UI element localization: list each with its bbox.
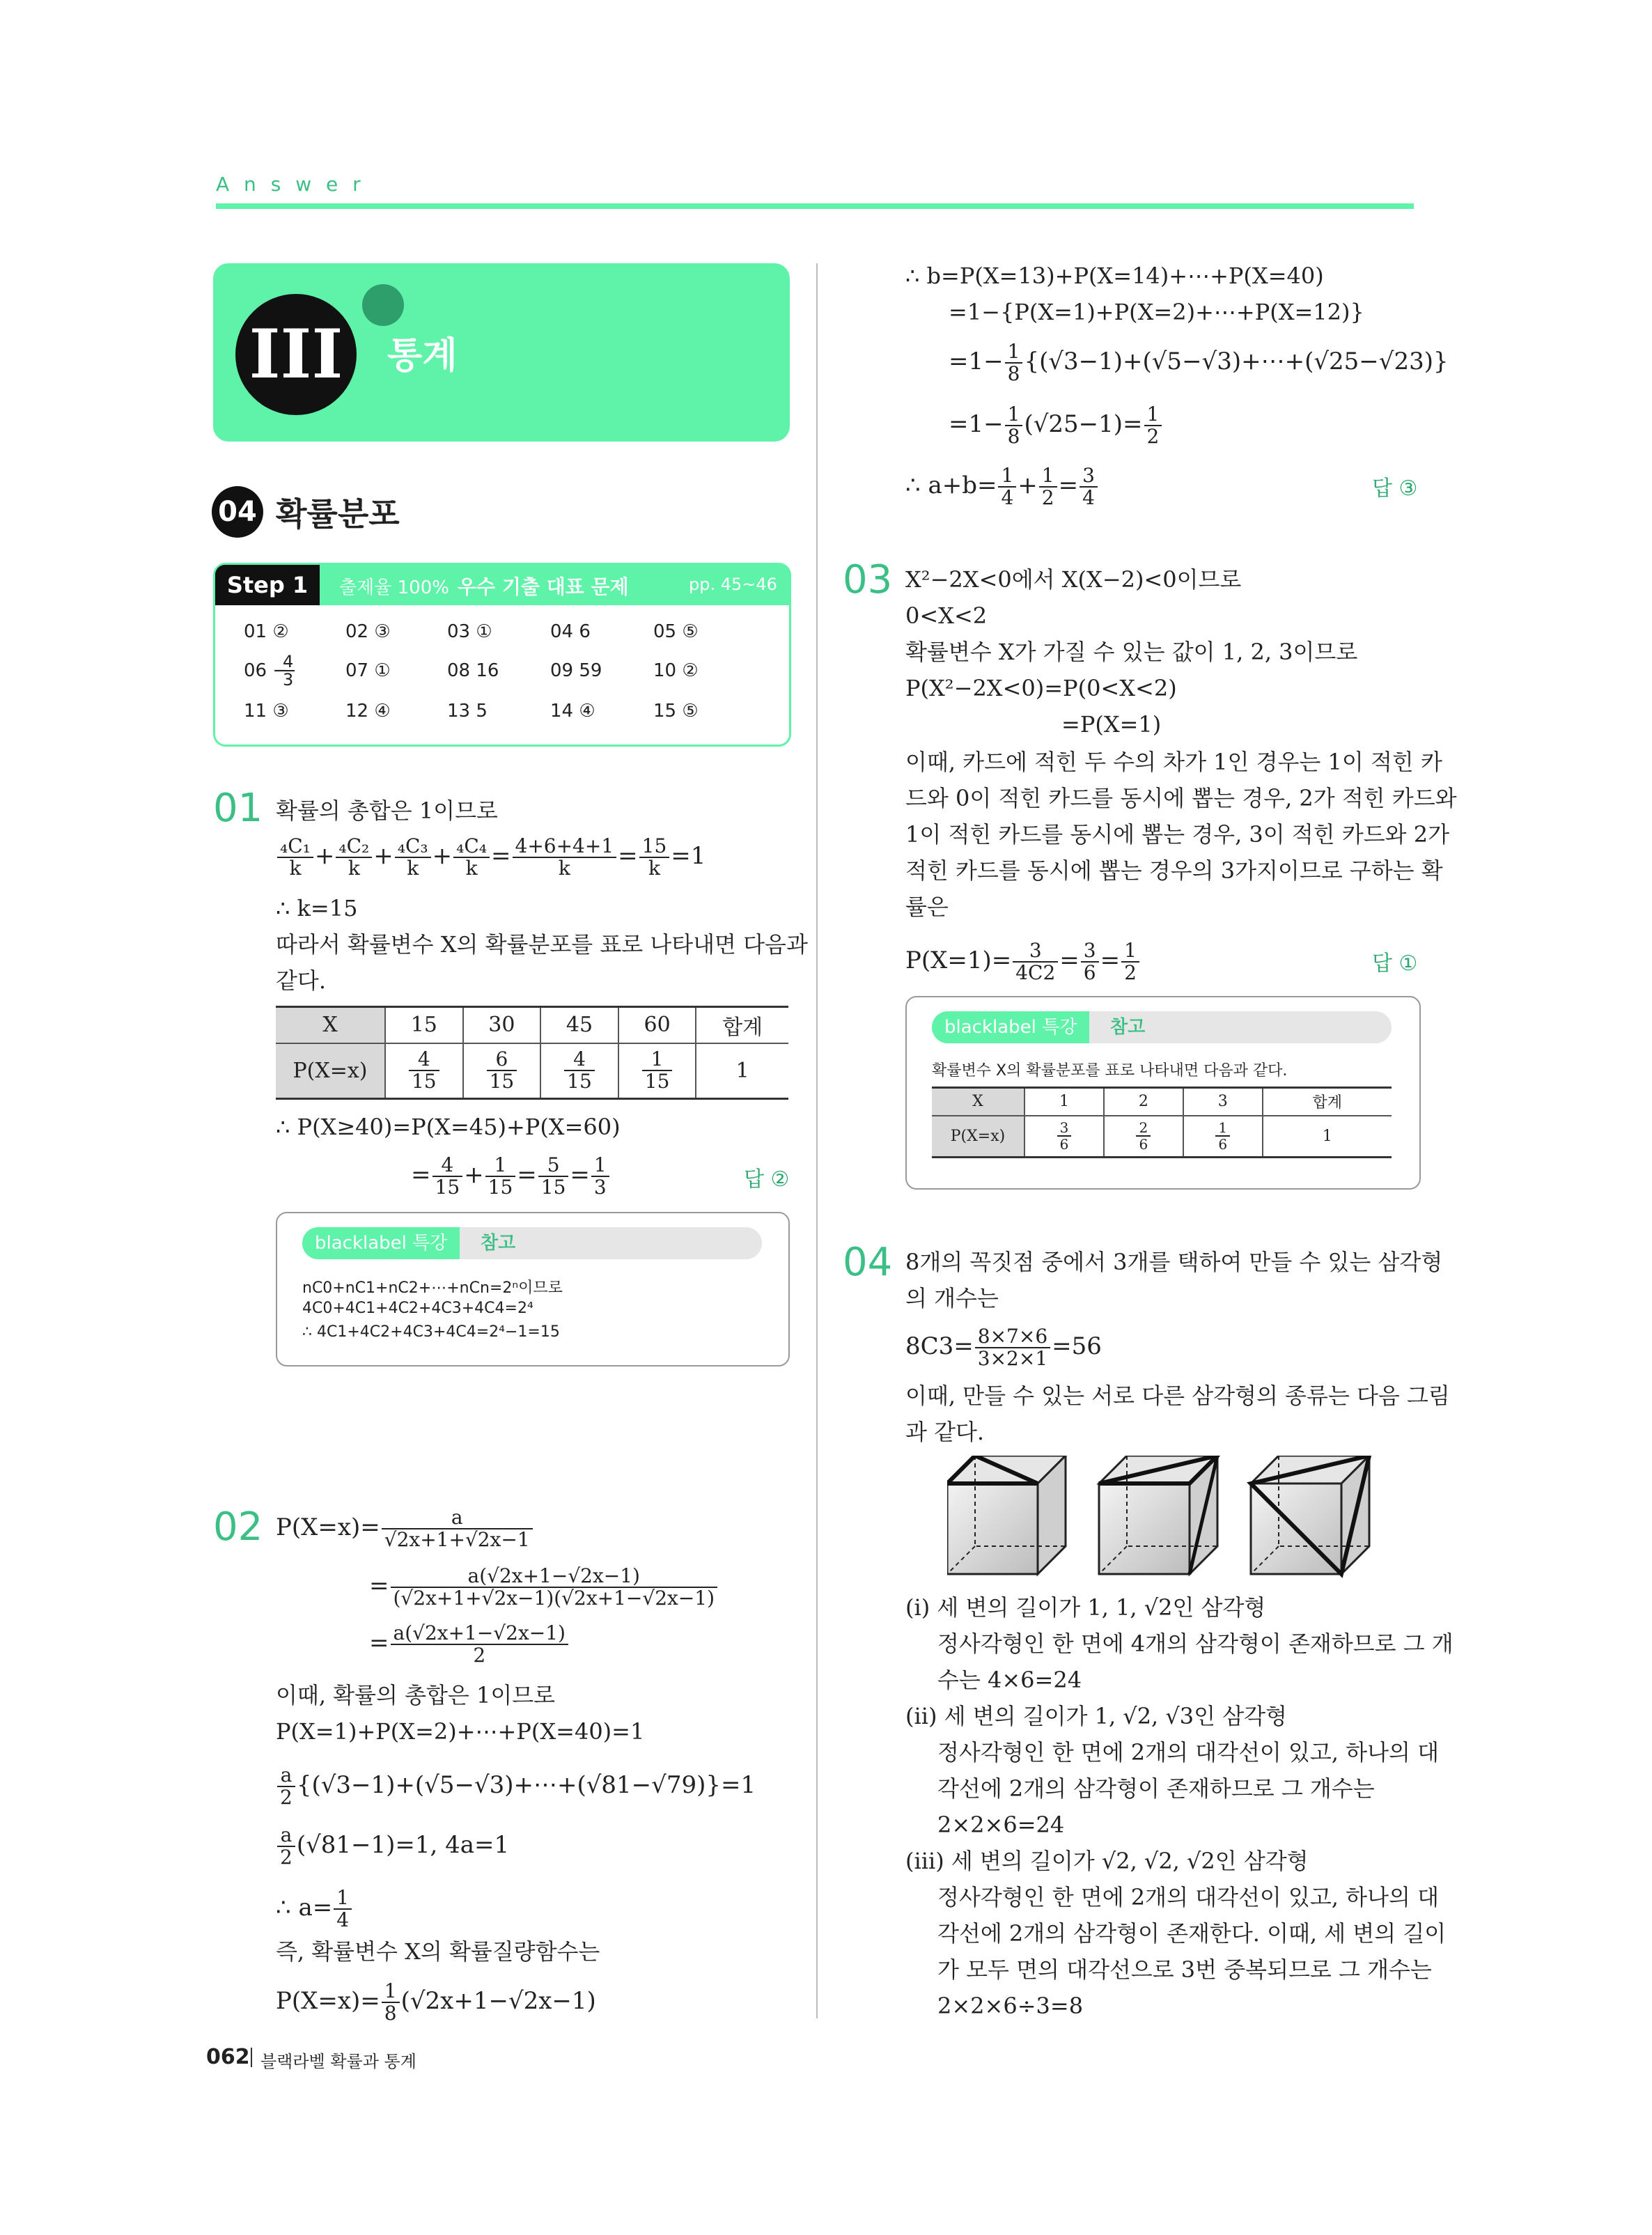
p01-line4: 따라서 확률변수 X의 확률분포를 표로 나타내면 다음과 xyxy=(276,931,808,958)
p01-line6: ∴ P(X≥40)=P(X=45)+P(X=60) xyxy=(276,1114,621,1140)
bl-line: ∴ 4C1+4C2+4C3+4C4=2⁴−1=15 xyxy=(302,1323,560,1341)
problem-03-number: 03 xyxy=(843,557,893,602)
p03-p2: 드와 0이 적힌 카드를 동시에 뽑는 경우, 2가 적힌 카드와 xyxy=(905,785,1457,811)
bl-line: 4C0+4C1+4C2+4C3+4C4=2⁴ xyxy=(302,1300,533,1317)
rt-line4: =1− $\frac{1}{8}$ (√25−1)= $\frac{1}{2}$ xyxy=(949,404,1163,447)
p03-l1: X²−2X<0에서 X(X−2)<0이므로 xyxy=(905,566,1242,593)
problem-02-number: 02 xyxy=(213,1504,263,1550)
rt-line2: =1−{P(X=1)+P(X=2)+⋯+P(X=12)} xyxy=(949,299,1364,325)
p03-l4: P(X²−2X<0)=P(0<X<2) xyxy=(905,675,1177,701)
step-answer-item: 13 5 xyxy=(447,701,488,722)
p02-line2: = $\frac{a(√2x+1-√2x-1)}{(√2x+1+√2x-1)(√2x+1-√2x-1)}$ xyxy=(369,1566,719,1609)
step-answer-item: 06 − xyxy=(244,660,288,681)
p02-line5: P(X=1)+P(X=2)+⋯+P(X=40)=1 xyxy=(276,1718,645,1745)
step-label: Step 1 xyxy=(215,565,320,605)
p03-p5: 률은 xyxy=(905,894,949,920)
footer-divider xyxy=(251,2048,252,2067)
p04-case-iii-3: 가 모두 면의 대각선으로 3번 중복되므로 그 개수는 xyxy=(937,1956,1432,1983)
p03-l2: 0<X<2 xyxy=(905,602,988,629)
p03-bl-table: X 1 2 3 합계 P(X=x) $\frac{3}{6}$ $\frac{2}{6}$ $\frac{1}{6}$ 1 xyxy=(932,1087,1392,1158)
p02-line7: $\frac{a}{2}$ (√81−1)=1, 4a=1 xyxy=(276,1825,509,1868)
p04-case-i-2: 수는 4×6=24 xyxy=(937,1667,1082,1693)
p03-eq: P(X=1)= $\frac{3}{4C2}$ = $\frac{3}{6}$ = $\frac{1}{2}$ xyxy=(905,940,1141,983)
p01-table: X 15 30 45 60 합계 P(X=x) $\frac{4}{15}$ $\frac{6}{15}$ $\frac{4}{15}$ $\frac{1}{15}$ 1 xyxy=(276,1006,788,1100)
step-answer-item: 15 ⑤ xyxy=(653,701,699,722)
section-number: 04 xyxy=(212,486,263,538)
p03-l3: 확률변수 X가 가질 수 있는 값이 1, 2, 3이므로 xyxy=(905,639,1358,665)
p04-l4: 이때, 만들 수 있는 서로 다른 삼각형의 종류는 다음 그림 xyxy=(905,1383,1450,1409)
cube-3 xyxy=(1251,1456,1369,1574)
p03-p4: 적힌 카드를 동시에 뽑는 경우의 3가지이므로 구하는 확 xyxy=(905,857,1443,884)
p03-p1: 이때, 카드에 적힌 두 수의 차가 1인 경우는 1이 적힌 카 xyxy=(905,749,1442,775)
step-box xyxy=(213,563,791,747)
step-pages: pp. 45~46 xyxy=(689,575,777,594)
step-desc-bold: 우수 기출 대표 문제 xyxy=(458,575,629,598)
chapter-title: 통계 xyxy=(387,335,458,377)
p04-case-iii-2: 각선에 2개의 삼각형이 존재한다. 이때, 세 변의 길이 xyxy=(937,1920,1447,1947)
step-answer-item: 01 ② xyxy=(244,621,289,642)
step-answer-item: 07 ① xyxy=(345,660,391,681)
section-title: 확률분포 xyxy=(276,495,400,533)
p02-line3: = $\frac{a(√2x+1-√2x-1)}{2}$ xyxy=(369,1623,570,1666)
p02-line4: 이때, 확률의 총합은 1이므로 xyxy=(276,1682,556,1708)
bl-tag-label: blacklabel 특강 xyxy=(302,1227,460,1259)
p04-case-ii: (ⅱ) 세 변의 길이가 1, √2, √3인 삼각형 xyxy=(905,1703,1287,1729)
p01-line5: 같다. xyxy=(276,967,326,994)
p03-blacklabel-box xyxy=(905,996,1421,1190)
bl-tag-label: blacklabel 특강 xyxy=(932,1011,1089,1043)
bl-ref-label: 참고 xyxy=(481,1233,516,1254)
step-answer-item: 02 ③ xyxy=(345,621,391,642)
p03-l5: =P(X=1) xyxy=(1061,711,1162,738)
header-rule xyxy=(216,203,1414,209)
p02-line1: P(X=x)= $\frac{a}{√2x+1+√2x-1}$ xyxy=(276,1507,534,1550)
step-answer-item: 11 ③ xyxy=(244,701,289,722)
p02-line8: ∴ a= $\frac{1}{4}$ xyxy=(276,1887,353,1931)
ans06-frac: 4 3 xyxy=(283,652,294,690)
ribbon-decoration xyxy=(362,284,404,326)
problem-01-number: 01 xyxy=(213,786,263,831)
p01-answer: 답 ② xyxy=(744,1167,790,1192)
footer-page-number: 062 xyxy=(206,2045,250,2069)
rt-line3: =1− $\frac{1}{8}$ {(√3−1)+(√5−√3)+⋯+(√25−√23)} xyxy=(949,340,1449,385)
p04-l1: 8개의 꼭짓점 중에서 3개를 택하여 만들 수 있는 삼각형 xyxy=(905,1249,1443,1275)
rt-answer: 답 ③ xyxy=(1372,476,1418,501)
p04-case-iii: (ⅲ) 세 변의 길이가 √2, √2, √2인 삼각형 xyxy=(905,1848,1309,1874)
p01-line7: = $\frac{4}{15}$ + $\frac{1}{15}$ = $\frac{5}{15}$ = $\frac{1}{3}$ xyxy=(411,1155,611,1198)
bl-line: nC0+nC1+nC2+⋯+nCn=2ⁿ이므로 xyxy=(302,1279,563,1297)
p01-blacklabel-box xyxy=(276,1212,790,1366)
p03-answer: 답 ① xyxy=(1372,951,1418,976)
p02-line6: $\frac{a}{2}$ {(√3−1)+(√5−√3)+⋯+(√81−√79)}=1 xyxy=(276,1765,756,1808)
column-divider xyxy=(816,263,818,2018)
step-answer-item: 10 ② xyxy=(653,660,699,681)
cube-2 xyxy=(1099,1456,1217,1574)
p02-line10: P(X=x)= $\frac{1}{8}$ (√2x+1−√2x−1) xyxy=(276,1979,596,2025)
step-answer-item: 08 16 xyxy=(447,660,499,681)
bl-text: 확률변수 X의 확률분포를 표로 나타내면 다음과 같다. xyxy=(932,1062,1288,1080)
rt-line5: ∴ a+b= $\frac{1}{4}$ + $\frac{1}{2}$ = $\frac{3}{4}$ xyxy=(905,465,1099,508)
step-answer-item: 14 ④ xyxy=(550,701,595,722)
p04-l5: 과 같다. xyxy=(905,1419,985,1445)
cube-figures xyxy=(947,1456,1379,1581)
bl-ref-label: 참고 xyxy=(1110,1017,1146,1038)
header-answer: A n s w e r xyxy=(216,173,365,196)
p03-p3: 1이 적힌 카드를 동시에 뽑는 경우, 3이 적힌 카드와 2가 xyxy=(905,821,1450,848)
p01-line1: 확률의 총합은 1이므로 xyxy=(276,797,498,824)
p01-line3: ∴ k=15 xyxy=(276,895,358,921)
step-answer-item: 09 59 xyxy=(550,660,602,681)
p02-line9: 즉, 확률변수 X의 확률질량함수는 xyxy=(276,1938,600,1965)
footer-title: 블랙라벨 확률과 통계 xyxy=(260,2052,416,2071)
p04-case-i: (ⅰ) 세 변의 길이가 1, 1, √2인 삼각형 xyxy=(905,1594,1266,1621)
p04-case-ii-2: 각선에 2개의 삼각형이 존재하므로 그 개수는 xyxy=(937,1775,1375,1802)
p04-case-iii-4: 2×2×6÷3=8 xyxy=(937,1993,1084,2019)
p04-case-i-1: 정사각형인 한 면에 4개의 삼각형이 존재하므로 그 개 xyxy=(937,1630,1454,1657)
p04-case-ii-1: 정사각형인 한 면에 2개의 대각선이 있고, 하나의 대 xyxy=(937,1739,1439,1766)
chapter-badge: III xyxy=(235,294,357,415)
p04-l2: 의 개수는 xyxy=(905,1285,999,1311)
step-answer-item: 05 ⑤ xyxy=(653,621,699,642)
p01-eq1: $\frac{\text{₄C₁}}{k}$ + $\frac{\text{₄C₂}}{k}$ + $\frac{\text{₄C₃}}{k}$ + $\frac{\text{₄C₄}}{k}$ = $\frac{4+6+4+1}{k}$ = $\frac{15}{k}$ =1 xyxy=(276,836,706,879)
p04-eq: 8C3= $\frac{8\times 7\times 6}{3\times 2\times 1}$ =56 xyxy=(905,1325,1102,1370)
p04-case-ii-3: 2×2×6=24 xyxy=(937,1812,1065,1838)
step-answer-item: 03 ① xyxy=(447,621,492,642)
step-desc-light: 출제율 100% xyxy=(339,577,449,598)
cube-1 xyxy=(947,1456,1066,1574)
step-answer-item: 12 ④ xyxy=(345,701,391,722)
p04-case-iii-1: 정사각형인 한 면에 2개의 대각선이 있고, 하나의 대 xyxy=(937,1884,1439,1910)
step-answer-item: 04 6 xyxy=(550,621,591,642)
chapter-box xyxy=(213,263,790,442)
rt-line1: ∴ b=P(X=13)+P(X=14)+⋯+P(X=40) xyxy=(905,263,1324,289)
problem-04-number: 04 xyxy=(843,1240,893,1285)
